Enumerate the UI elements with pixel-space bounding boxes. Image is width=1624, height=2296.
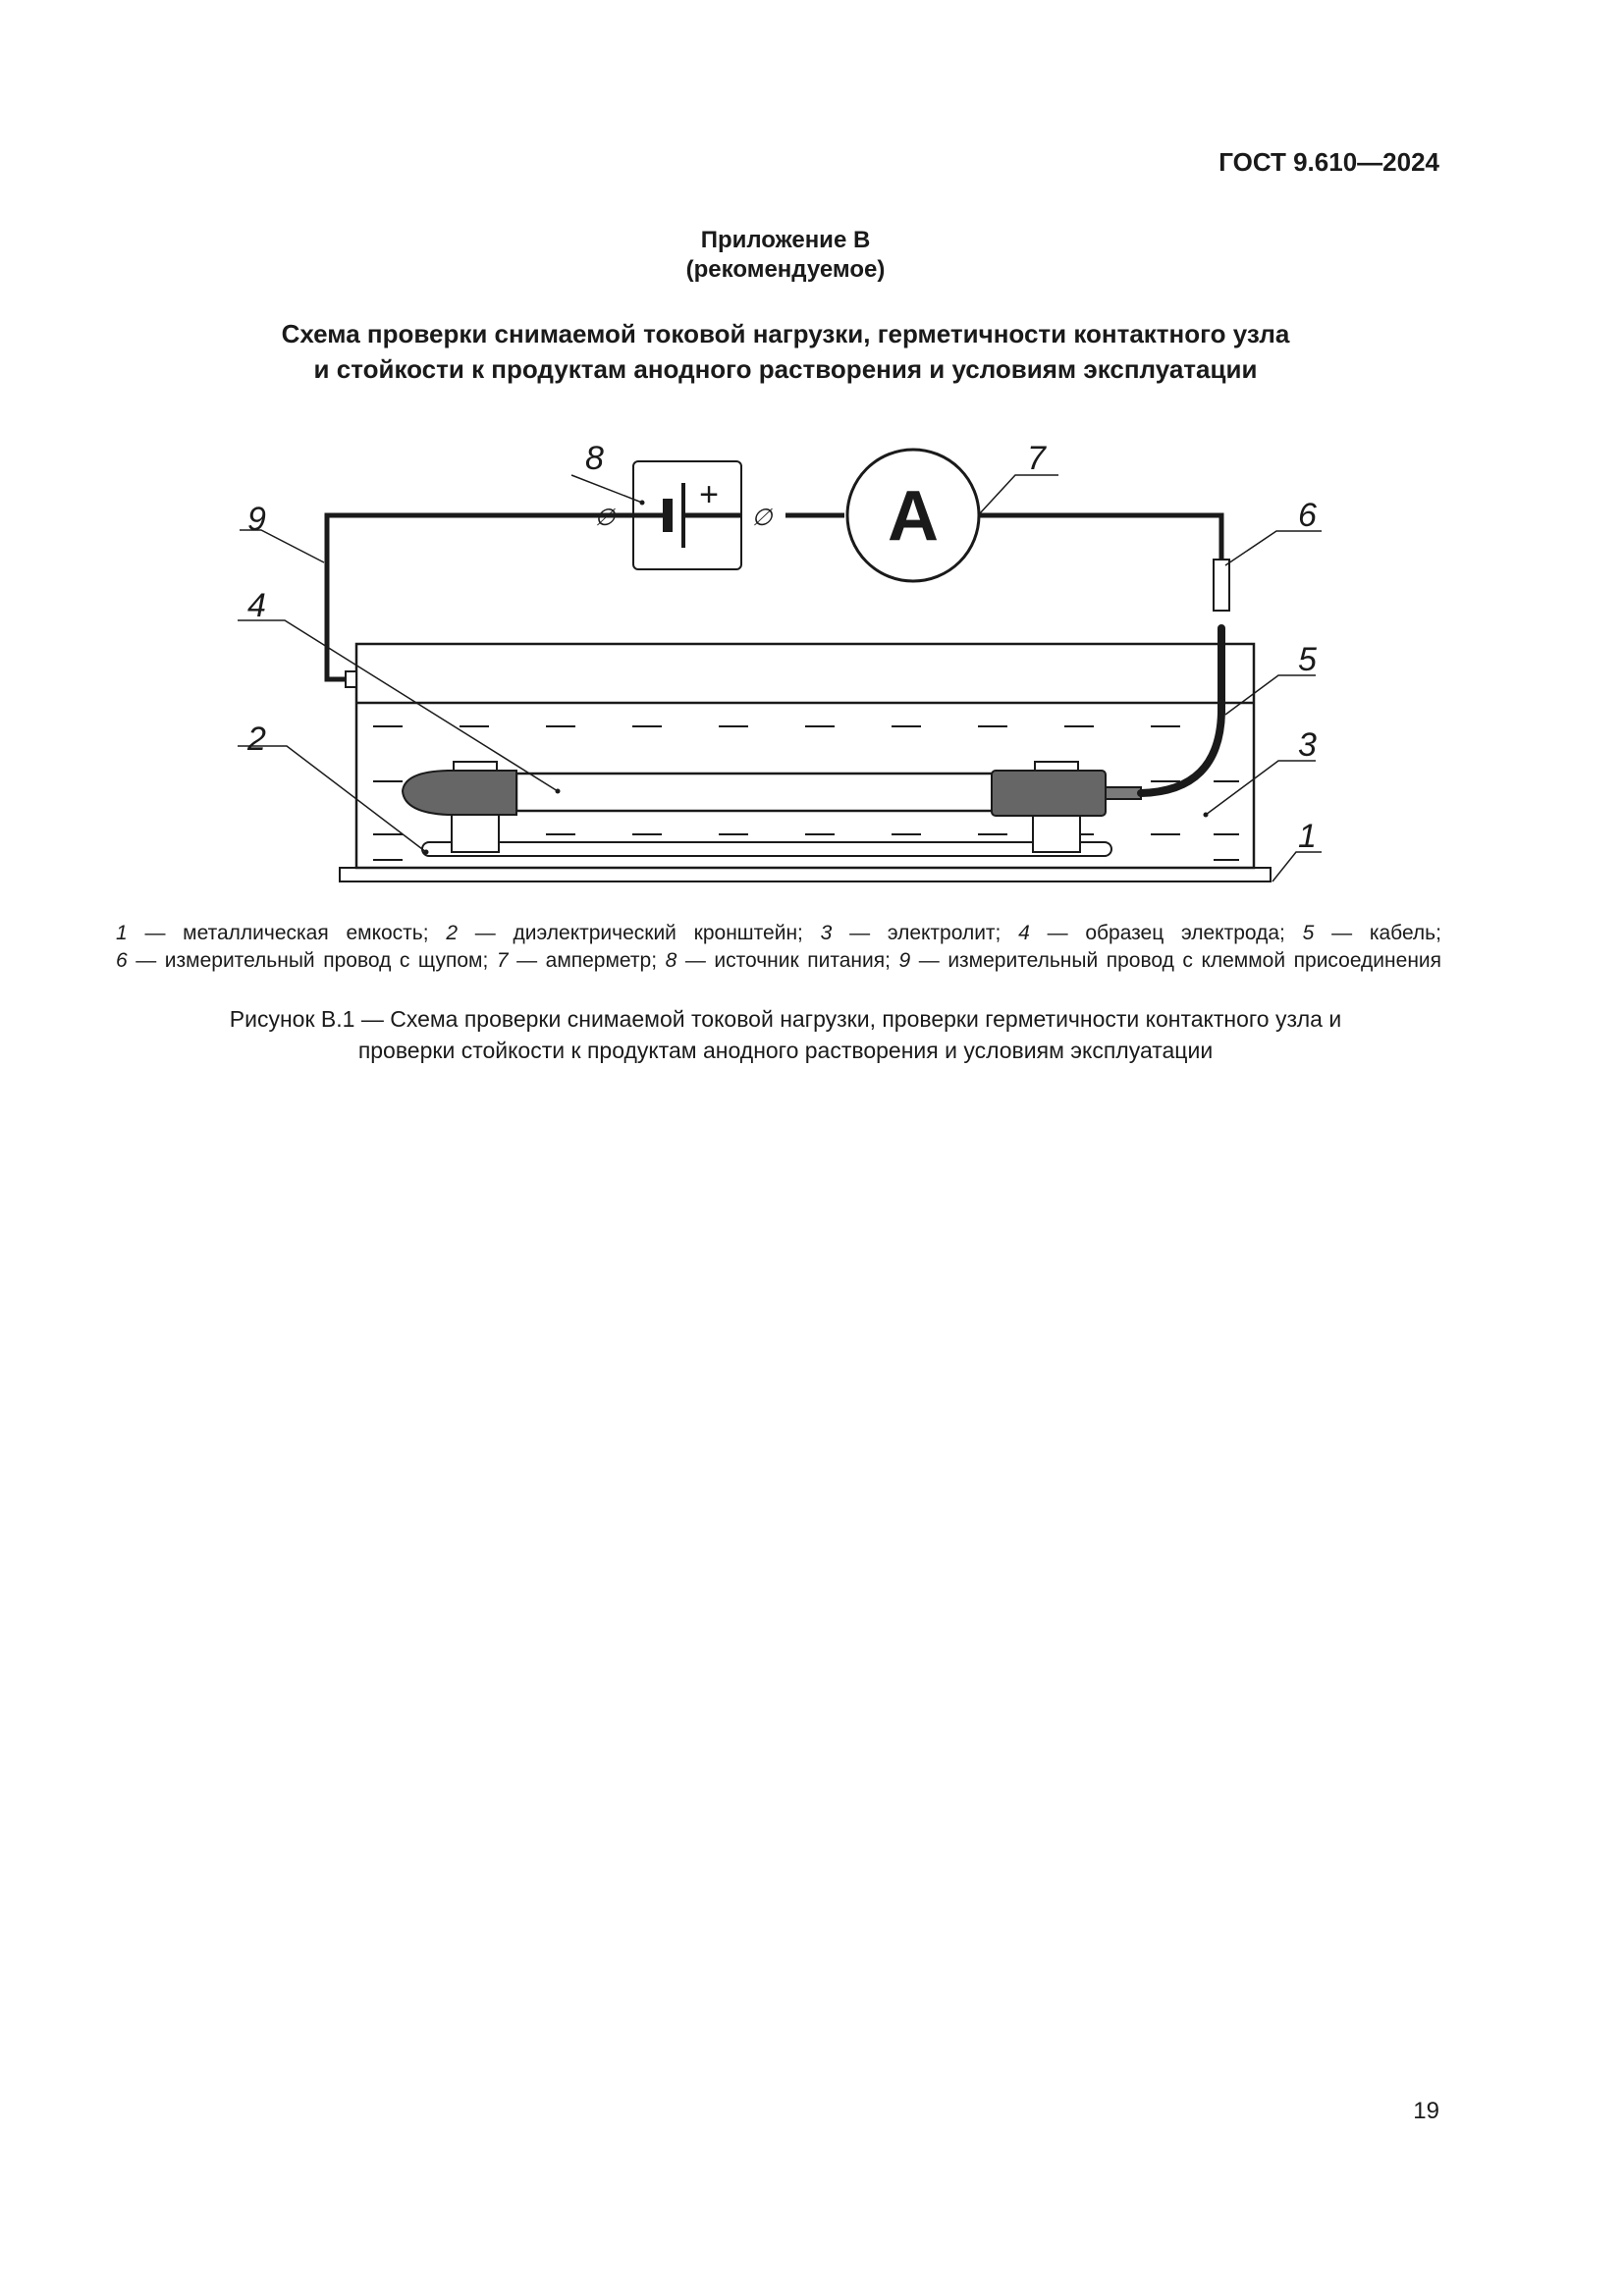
legend-item: 6 — измерительный провод с щупом; [116, 949, 489, 972]
terminal-symbol-right: ∅ [751, 505, 773, 531]
page-number: 19 [1413, 2098, 1439, 2124]
callout-1: 1 [1298, 818, 1317, 855]
electrode-connector [1106, 787, 1141, 799]
callout-7: 7 [1027, 440, 1046, 477]
legend-item: 5 — кабель; [1302, 922, 1441, 944]
terminal-symbol-left: ∅ [594, 505, 616, 531]
probe [1214, 560, 1229, 611]
figure-caption-line-2: проверки стойкости к продуктам анодного растворения и условиям эксплуатации [357, 1038, 1214, 1063]
battery-positive-plate [681, 483, 685, 548]
callout-5: 5 [1298, 641, 1317, 678]
ammeter-symbol: A [888, 477, 939, 556]
callout-leaders [238, 475, 1322, 881]
callout-9: 9 [247, 501, 266, 538]
legend-item: 7 — амперметр; [496, 949, 658, 972]
appendix-title: Приложение В [700, 227, 871, 253]
appendix-status: (рекомендуемое) [685, 256, 886, 283]
figure-caption-line-1: Рисунок В.1 — Схема проверки снимаемой токовой нагрузки, проверки герметичности контактного узла и [229, 1006, 1342, 1032]
section-title [118, 316, 1453, 387]
legend-item: 1 — металлическая емкость; [116, 922, 429, 944]
electrode-left-cap [403, 771, 516, 815]
standard-code: ГОСТ 9.610—2024 [1218, 147, 1439, 177]
terminal-clamp [346, 671, 356, 687]
legend-row-2 [116, 947, 1441, 975]
legend-item: 4 — образец электрода; [1018, 922, 1285, 944]
section-title-line-1: Схема проверки снимаемой токовой нагрузки, герметичности контактного узла [281, 319, 1290, 348]
bracket-post-left [452, 811, 499, 852]
battery-negative-plate [663, 499, 673, 532]
callout-2: 2 [247, 721, 266, 758]
bracket-post-right [1033, 811, 1080, 852]
metal-container-base [340, 868, 1271, 881]
legend-item: 2 — диэлектрический кронштейн; [446, 922, 803, 944]
dielectric-bracket [422, 842, 1111, 856]
electrode-sample-rod [516, 774, 996, 811]
callout-8: 8 [585, 440, 604, 477]
cable [1141, 628, 1221, 793]
callout-3: 3 [1298, 726, 1317, 764]
legend-row-1 [116, 920, 1441, 947]
figure-caption [118, 1003, 1453, 1066]
measurement-wiring [327, 515, 1221, 679]
test-setup-diagram [0, 422, 1624, 893]
appendix-heading [0, 226, 1571, 285]
legend-item: 8 — источник питания; [665, 949, 891, 972]
callout-6: 6 [1298, 497, 1317, 534]
battery-plus-sign: + [699, 476, 719, 513]
callout-4: 4 [247, 587, 266, 624]
section-title-line-2: и стойкости к продуктам анодного растворения и условиям эксплуатации [313, 354, 1258, 384]
legend-item: 3 — электролит; [820, 922, 1001, 944]
legend-item: 9 — измерительный провод с клеммой присоединения [898, 949, 1442, 972]
figure-legend [116, 920, 1441, 975]
electrode-right-cap [992, 771, 1106, 816]
